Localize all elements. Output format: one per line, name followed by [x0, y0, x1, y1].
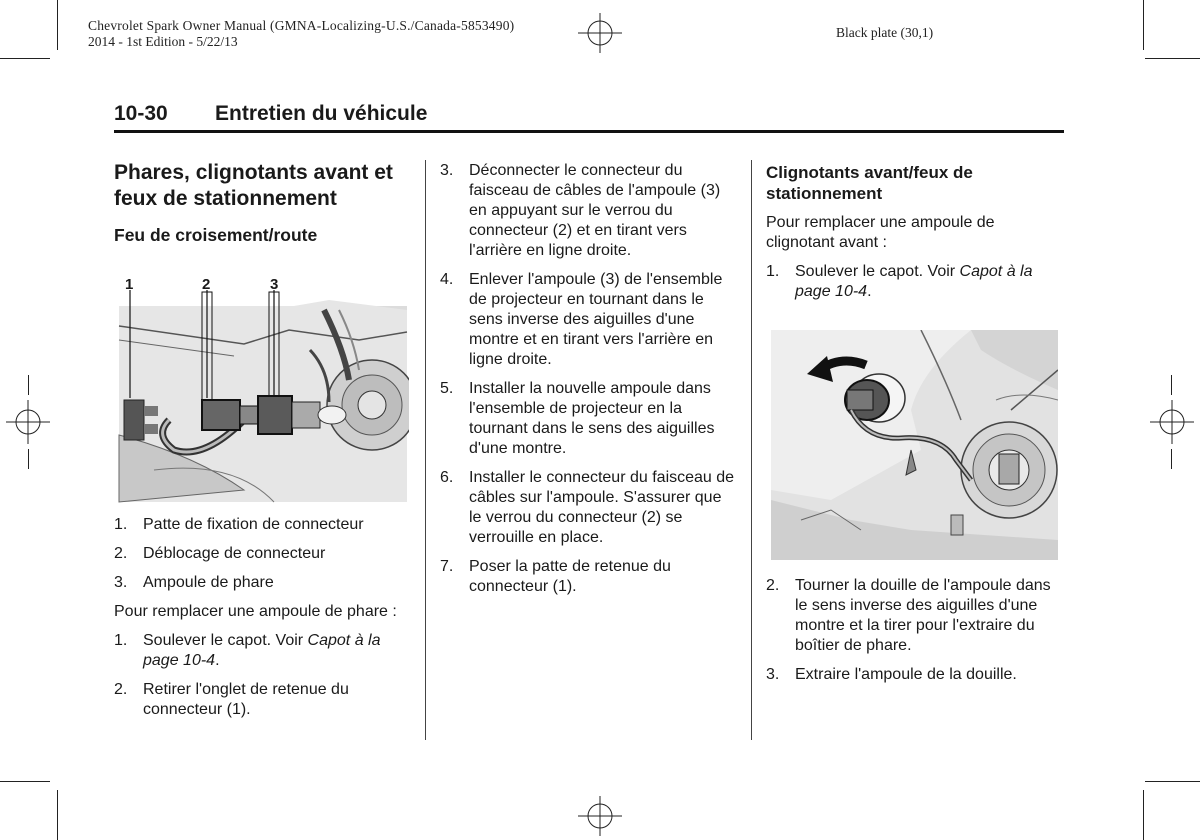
column-divider	[751, 160, 752, 740]
list-item: 2. Tourner la douille de l'ampoule dans le sens inverse des aiguilles d'une montre et la tirer pour l'extraire du boîtier de phare.	[766, 577, 1051, 654]
list-item: 7. Poser la patte de retenue du connecteur (1).	[440, 558, 671, 595]
list-item: 4. Enlever l'ampoule (3) de l'ensemble de projecteur en tournant dans le sens inverse des aiguilles d'une montre et en tirant vers l'arrière en ligne droite.	[440, 271, 723, 368]
crop-mark	[0, 58, 50, 59]
paragraph: Pour remplacer une ampoule de phare :	[114, 603, 397, 620]
crop-mark	[1171, 449, 1172, 469]
header-line-2: 2014 - 1st Edition - 5/22/13	[88, 34, 238, 49]
subsection-title: Clignotants avant/feux de stationnement	[766, 163, 973, 203]
registration-mark-icon	[1150, 400, 1194, 444]
cross-reference-link[interactable]: Capot à la page 10‑4	[795, 263, 1033, 300]
figure-callout-2: 2	[202, 276, 211, 293]
legend-item: 2. Déblocage de connecteur	[114, 545, 326, 562]
crop-mark	[1171, 375, 1172, 395]
list-item: 2. Retirer l'onglet de retenue du connecteur (1).	[114, 681, 349, 718]
legend-item: 1. Patte de fixation de connecteur	[114, 516, 364, 533]
registration-mark-icon	[578, 13, 622, 53]
cross-reference-link[interactable]: Capot à la page 10‑4	[143, 632, 381, 669]
paragraph: Pour remplacer une ampoule de clignotant avant :	[766, 214, 995, 251]
list-item: 3. Extraire l'ampoule de la douille.	[766, 666, 1017, 683]
crop-mark	[1145, 58, 1200, 59]
page-number: 10-30	[114, 102, 168, 125]
crop-mark	[28, 449, 29, 469]
list-item: 5. Installer la nouvelle ampoule dans l'ensemble de projecteur en la tournant dans le sens des aiguilles d'une montre.	[440, 380, 715, 457]
article-title: Phares, clignotants avant et feux de stationnement	[114, 161, 393, 210]
registration-mark-icon	[6, 400, 50, 444]
column-3-lower	[766, 576, 1066, 685]
legend-item: 3. Ampoule de phare	[114, 574, 274, 591]
column-2	[440, 161, 738, 597]
column-divider	[425, 160, 426, 740]
column-1-lower	[114, 515, 414, 720]
figure-callout-1: 1	[125, 276, 134, 293]
crop-mark	[0, 781, 50, 782]
plate-label: Black plate (30,1)	[836, 25, 934, 40]
section-title: Entretien du véhicule	[215, 102, 428, 125]
column-1	[114, 160, 414, 246]
registration-mark-icon	[578, 796, 622, 836]
headlamp-illustration	[114, 270, 409, 506]
header-line-1: Chevrolet Spark Owner Manual (GMNA-Localizing-U.S./Canada-5853490)	[88, 18, 515, 33]
list-item: 3. Déconnecter le connecteur du faisceau de câbles de l'ampoule (3) en appuyant sur le verrou du connecteur (2) et en tirant vers l'arrière en ligne droite.	[440, 162, 721, 259]
crop-mark	[28, 375, 29, 395]
crop-mark	[57, 790, 58, 840]
crop-mark	[1143, 790, 1144, 840]
crop-mark	[1145, 781, 1200, 782]
section-heading	[114, 100, 1064, 133]
crop-mark	[57, 0, 58, 50]
list-item: 6. Installer le connecteur du faisceau de câbles sur l'ampoule. S'assurer que le verrou du connecteur (2) se verrouille en place.	[440, 469, 735, 546]
subsection-title: Feu de croisement/route	[114, 225, 318, 245]
list-item: 1. Soulever le capot. Voir Capot à la page 10‑4.	[766, 263, 1033, 300]
list-item: 1. Soulever le capot. Voir Capot à la page 10‑4.	[114, 632, 381, 669]
headlamp-figure	[114, 270, 409, 506]
running-header	[88, 18, 514, 50]
figure-callout-3: 3	[270, 276, 279, 293]
turn-signal-illustration	[771, 330, 1058, 560]
crop-mark	[1143, 0, 1144, 50]
column-3	[766, 162, 1066, 302]
